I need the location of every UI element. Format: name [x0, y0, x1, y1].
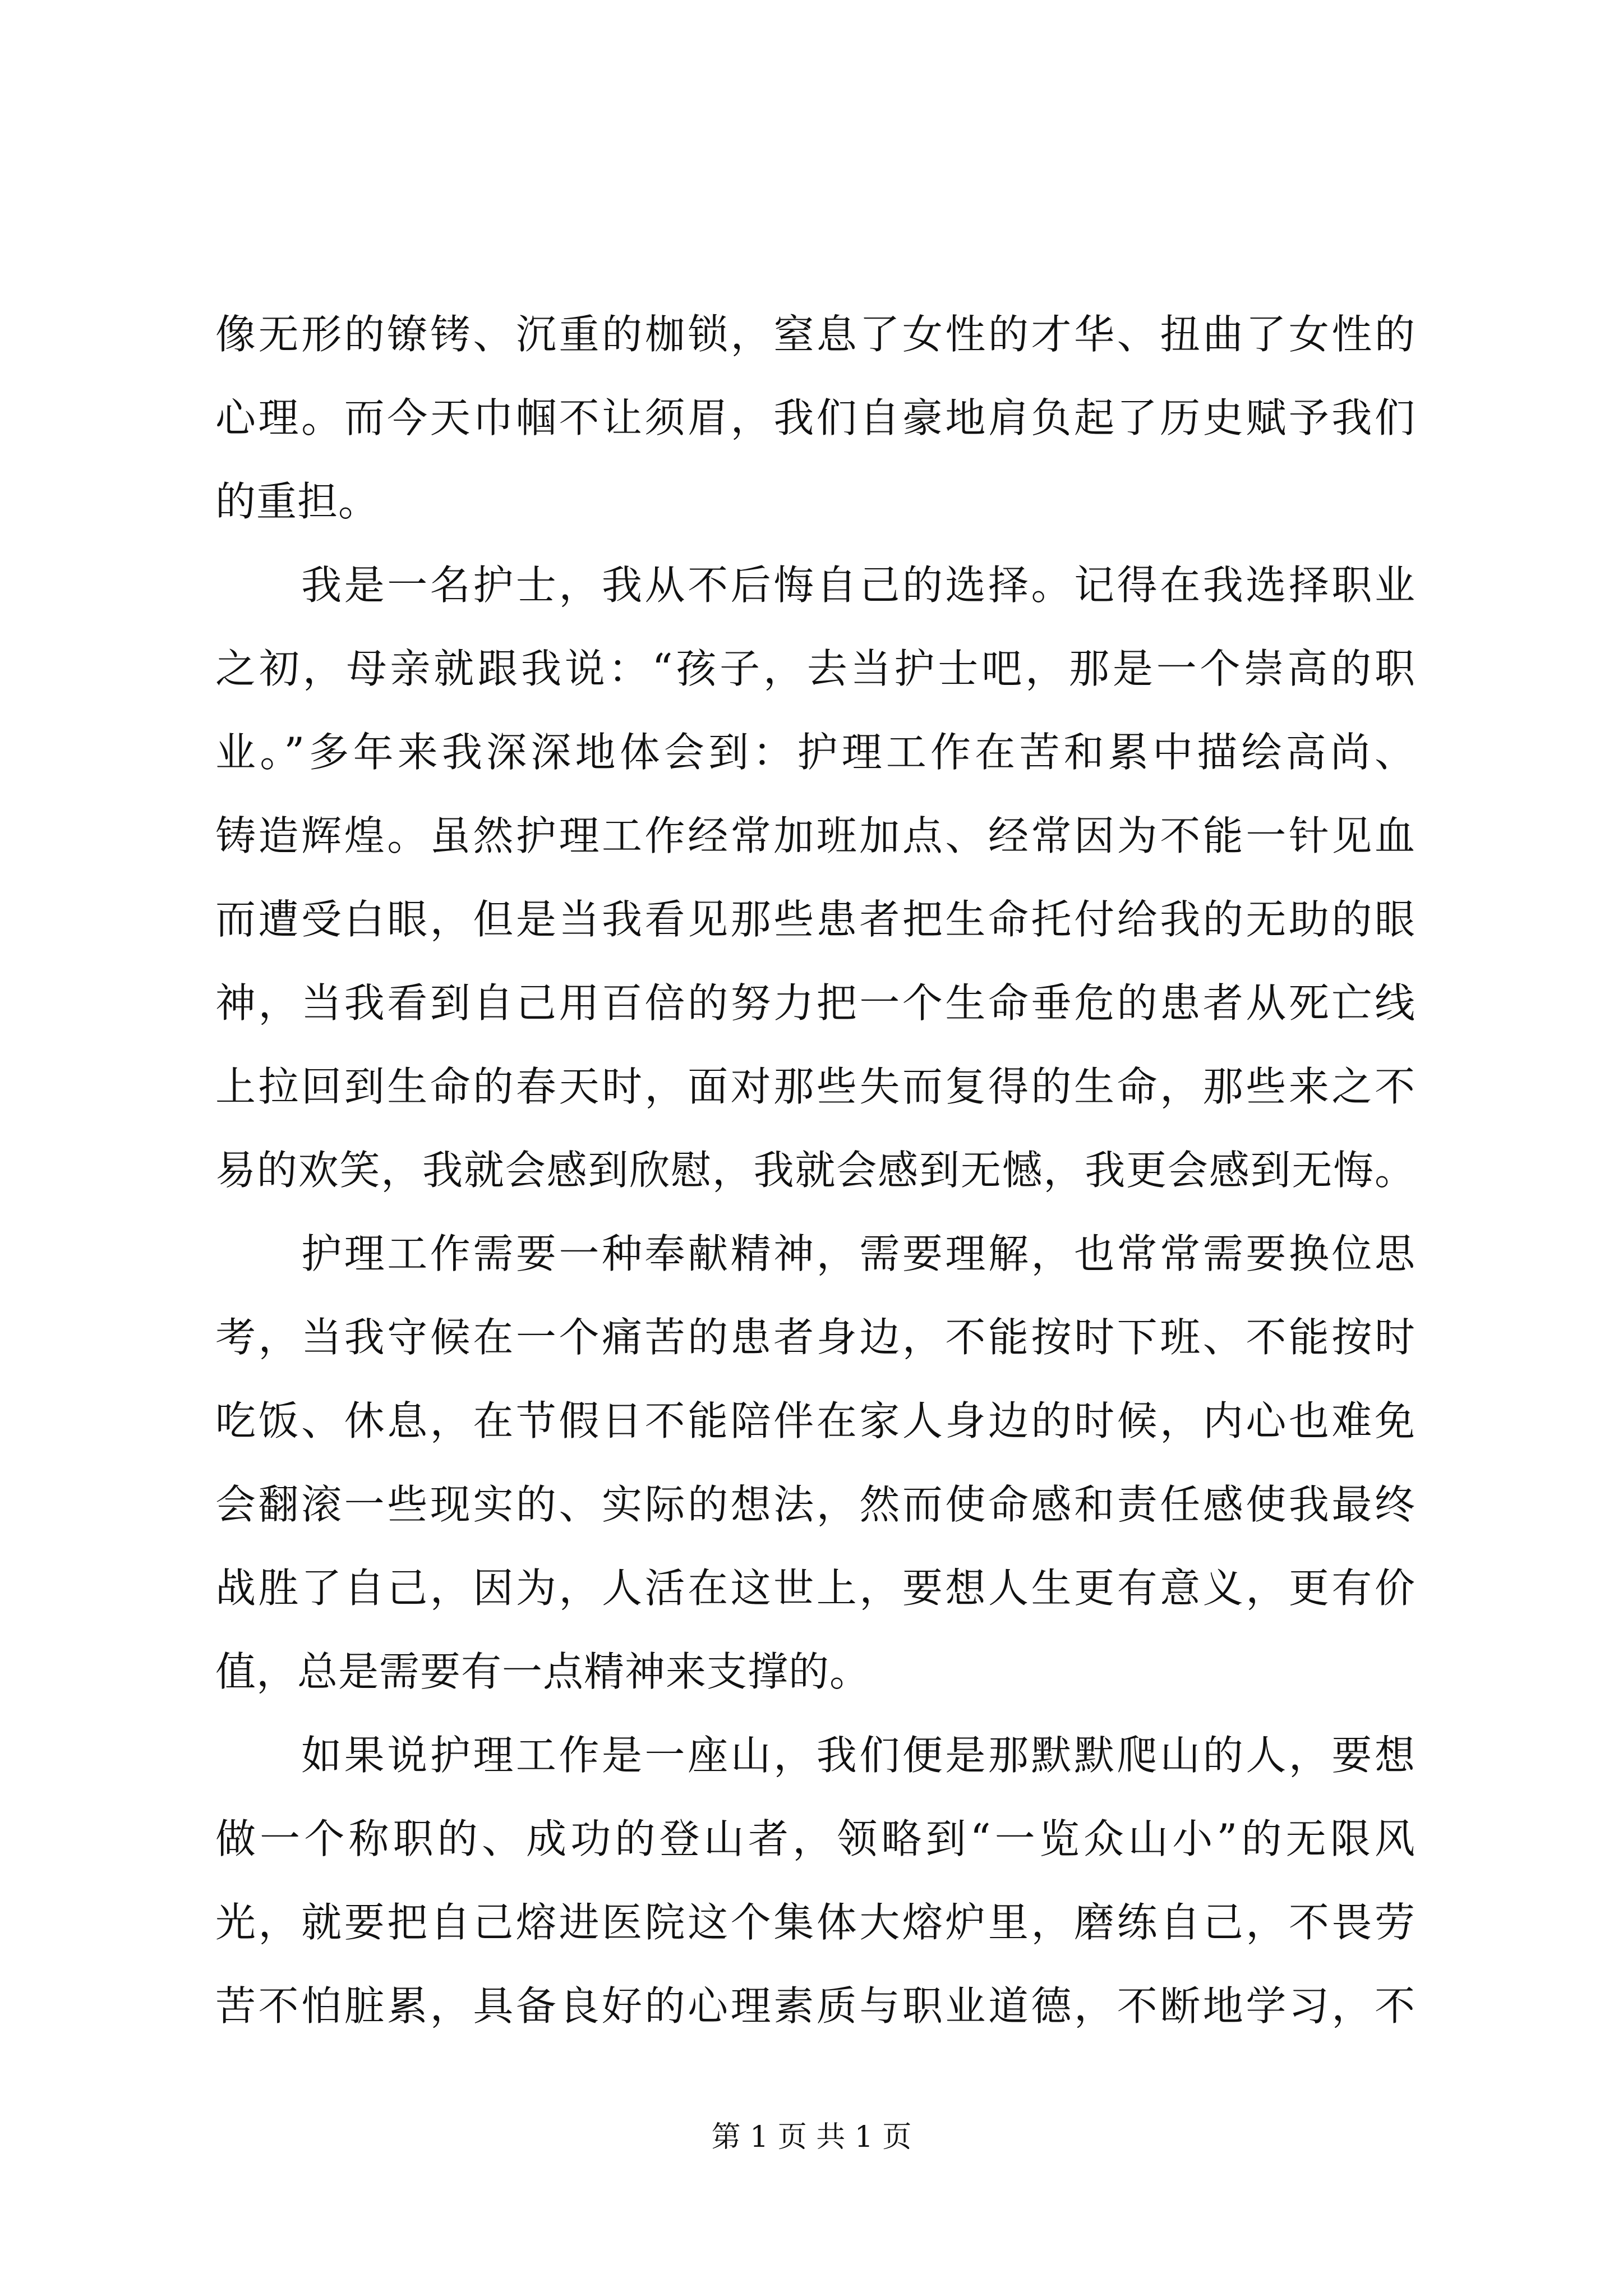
- text-line: 像无形的镣铐、沉重的枷锁，窒息了女性的才华、扭曲了女性的: [215, 311, 1415, 358]
- text-line: 之初，母亲就跟我说：“孩子，去当护士吧，那是一个崇高的职: [215, 645, 1415, 692]
- text-line: 心理。而今天巾帼不让须眉，我们自豪地肩负起了历史赋予我们: [215, 394, 1415, 441]
- text-line: 会翻滚一些现实的、实际的想法，然而使命感和责任感使我最终: [215, 1481, 1415, 1528]
- text-line: 易的欢笑，我就会感到欣慰，我就会感到无憾，我更会感到无悔。: [215, 1147, 1415, 1194]
- text-line: 的重担。: [215, 478, 380, 525]
- text-line: 我是一名护士，我从不后悔自己的选择。记得在我选择职业: [215, 562, 1415, 609]
- text-line: 做一个称职的、成功的登山者，领略到“一览众山小”的无限风: [215, 1815, 1415, 1862]
- text-line: 吃饭、休息，在节假日不能陪伴在家人身边的时候，内心也难免: [215, 1397, 1415, 1444]
- text-line: 上拉回到生命的春天时，面对那些失而复得的生命，那些来之不: [215, 1063, 1415, 1110]
- text-line: 神，当我看到自己用百倍的努力把一个生命垂危的患者从死亡线: [215, 979, 1415, 1027]
- text-line: 光，就要把自己熔进医院这个集体大熔炉里，磨练自己，不畏劳: [215, 1899, 1415, 1946]
- text-line: 业。”多年来我深深地体会到：护理工作在苦和累中描绘高尚、: [215, 729, 1415, 776]
- page-footer: [0, 2119, 1623, 2155]
- body-text: [215, 309, 1415, 2064]
- page-number-label: 第 1 页 共 1 页: [711, 2120, 912, 2154]
- text-line: 苦不怕脏累，具备良好的心理素质与职业道德，不断地学习，不: [215, 1982, 1415, 2030]
- text-line: 战胜了自己，因为，人活在这世上，要想人生更有意义，更有价: [215, 1565, 1415, 1612]
- text-line: 护理工作需要一种奉献精神，需要理解，也常常需要换位思: [215, 1230, 1415, 1277]
- text-line: 而遭受白眼，但是当我看见那些患者把生命托付给我的无助的眼: [215, 896, 1415, 943]
- text-line: 如果说护理工作是一座山，我们便是那默默爬山的人，要想: [215, 1732, 1415, 1779]
- text-line: 考，当我守候在一个痛苦的患者身边，不能按时下班、不能按时: [215, 1314, 1415, 1361]
- text-line: 值，总是需要有一点精神来支撑的。: [215, 1648, 871, 1695]
- text-line: 铸造辉煌。虽然护理工作经常加班加点、经常因为不能一针见血: [215, 812, 1415, 859]
